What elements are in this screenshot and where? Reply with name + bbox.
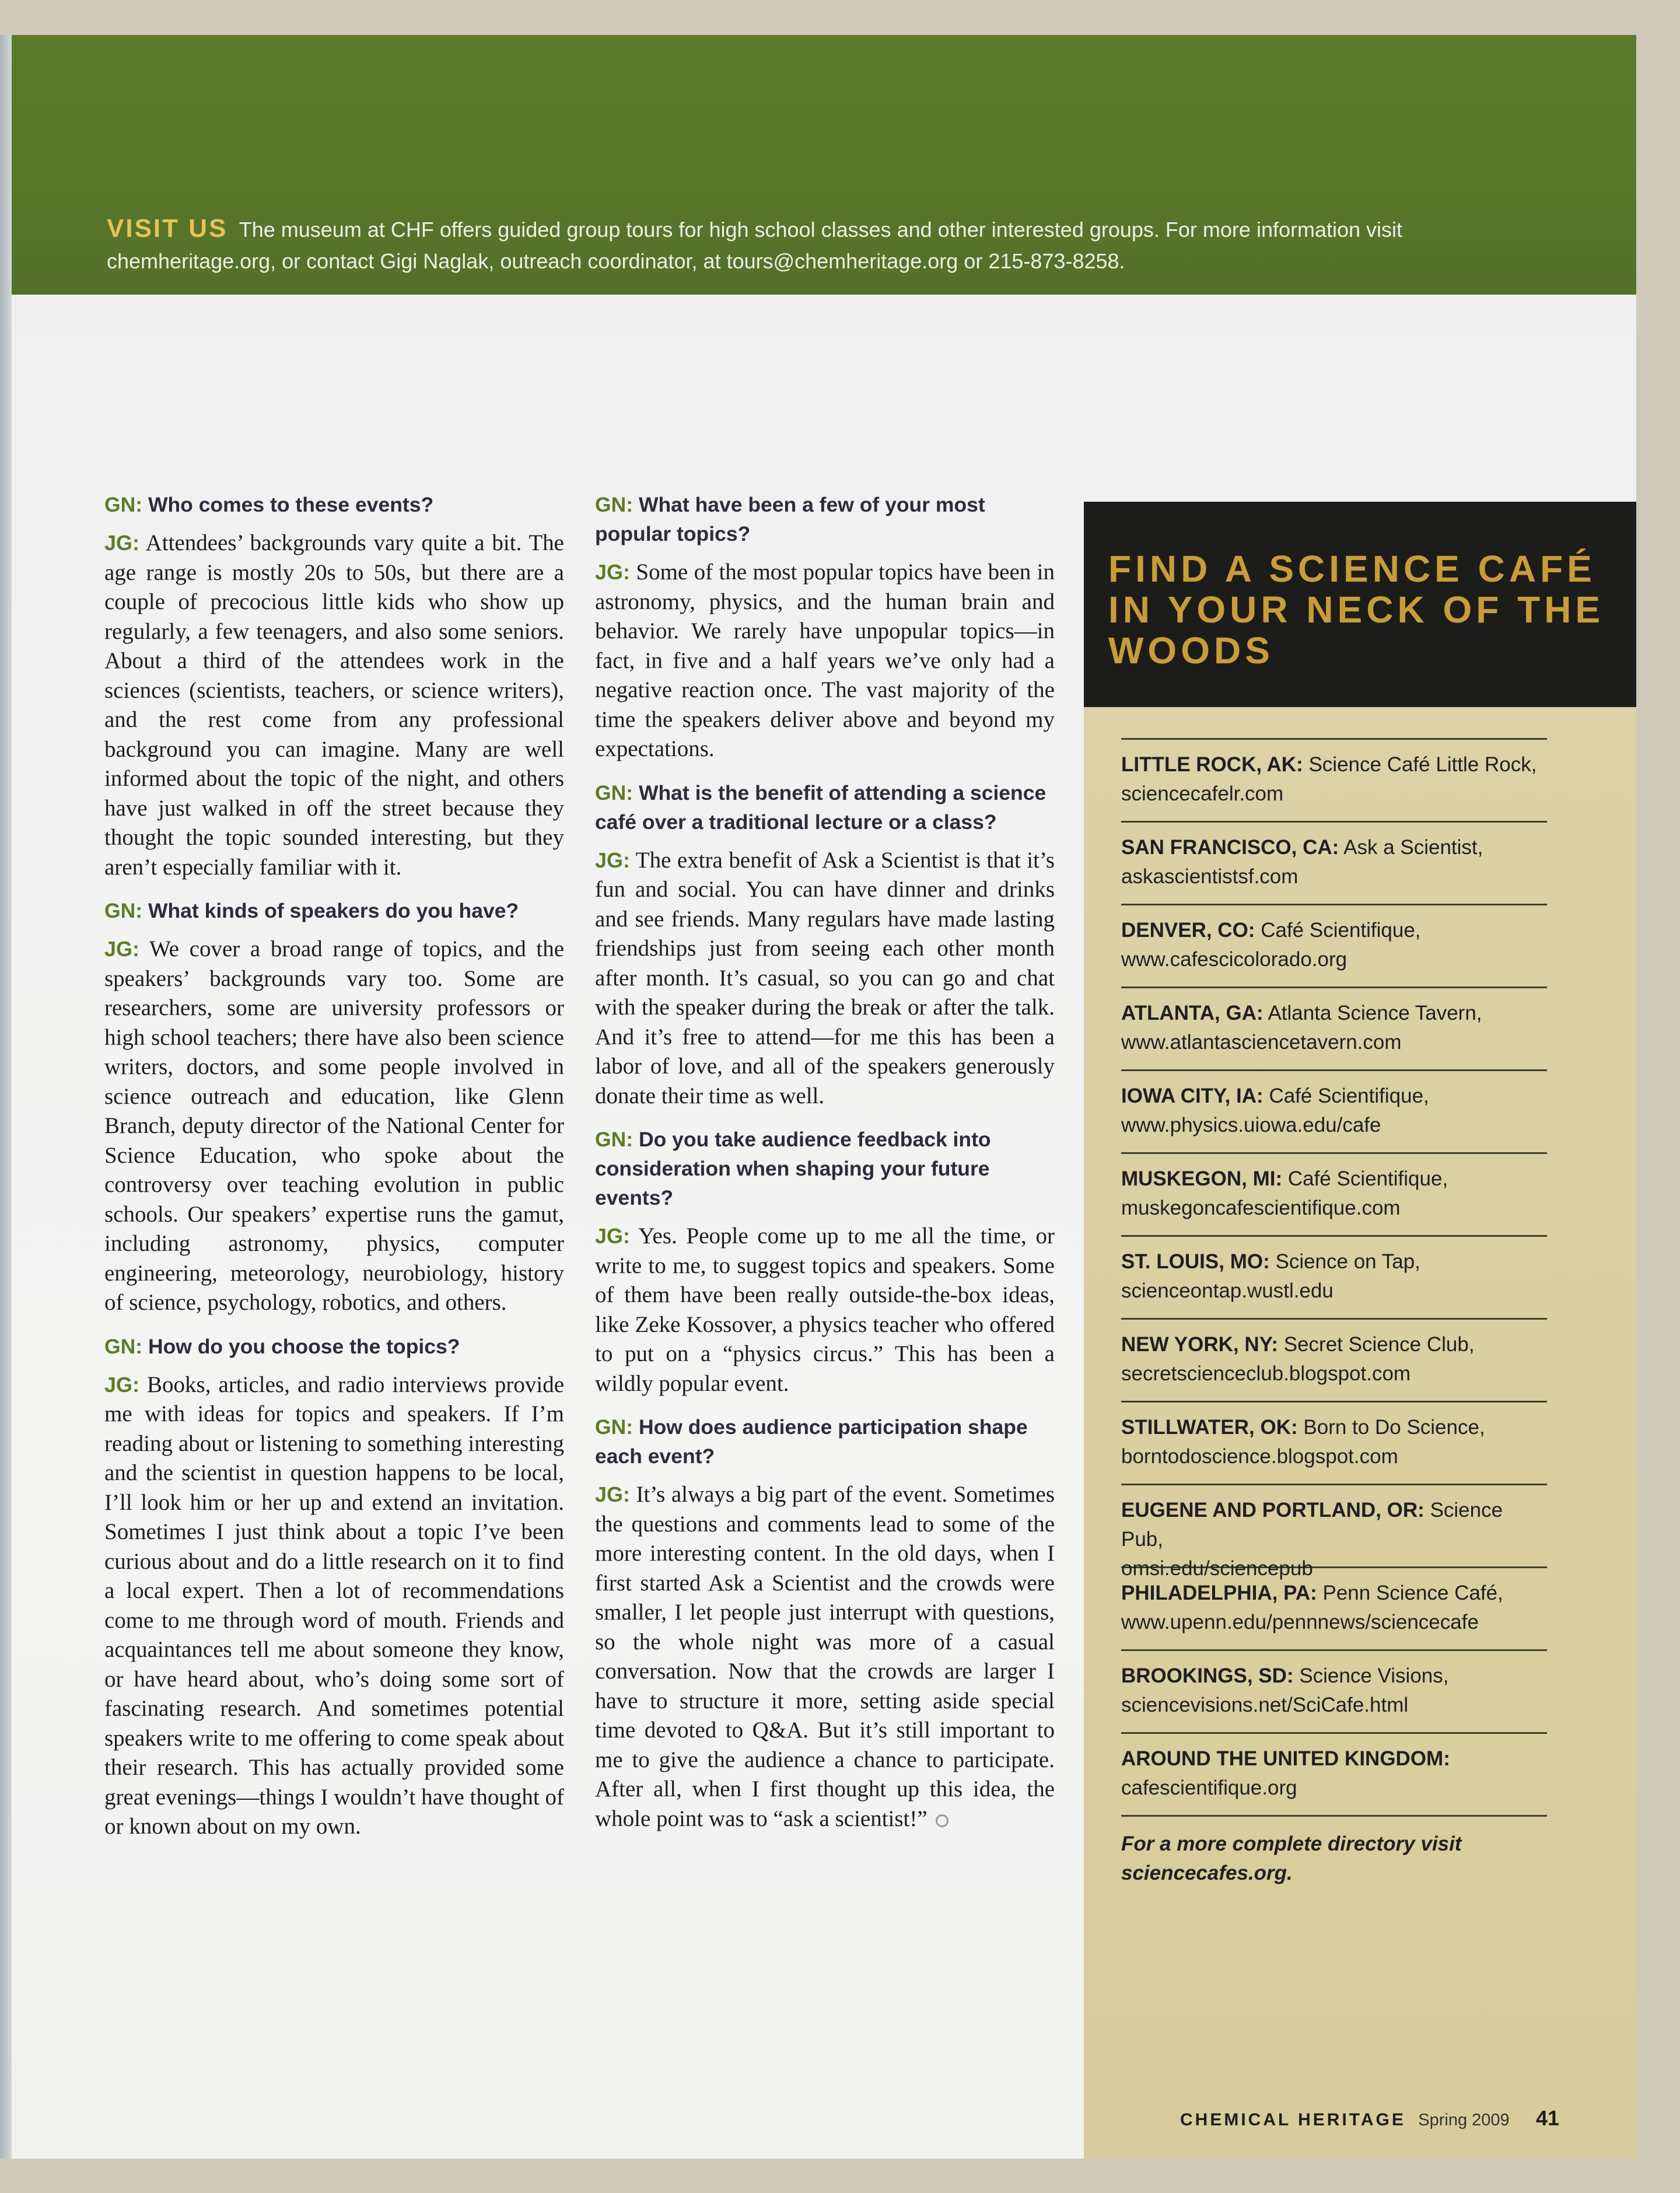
entry-name: Café Scientifique, — [1261, 919, 1421, 942]
interviewee-tag: JG: — [595, 848, 631, 872]
interviewer-tag: GN: — [595, 781, 634, 805]
interviewer-tag: GN: — [104, 1334, 143, 1358]
directory-note: For a more complete directory visit sciencecafes.org. — [1121, 1815, 1547, 1888]
list-item — [1121, 1152, 1547, 1235]
question — [104, 896, 564, 925]
entry-city: IOWA CITY, IA: — [1121, 1085, 1264, 1107]
interviewee-tag: JG: — [595, 1224, 631, 1248]
entry-city: ATLANTA, GA: — [1121, 1002, 1264, 1024]
entry-url: www.upenn.edu/pennnews/sciencecafe — [1121, 1611, 1479, 1634]
interviewee-tag: JG: — [104, 937, 140, 961]
answer-text: Books, articles, and radio interviews provide me with ideas for topics and speakers. If I’m reading about or listening to something interesting and the scientist in question happens to be local, I’ll look him or her up and extend an invitation. Sometimes I just think about a topic I’ve been curious about and do a little research on it to find a local expert. Then a lot of recommendations come to me through word of mouth. Friends and acquaintances tell me about someone they know, or have heard about, who’s doing some sort of fascinating research. And sometimes potential speakers write to me offering to come speak about their research. This has actually provided some great evenings—things I wouldn’t have thought of or known about on my own. — [104, 1372, 564, 1839]
list-item — [1121, 738, 1547, 821]
answer-text: The extra benefit of Ask a Scientist is that it’s fun and social. You can have dinner and drinks and see friends. Many regulars have made lasting friendships just from seeing each other month after month. It’s casual, so you can go and chat with the speaker during the break or after the talk. And it’s free to attend—for me this has been a labor of love, and all of the speakers generously donate their time as well. — [595, 847, 1055, 1108]
list-item — [1121, 904, 1547, 987]
publication-name: CHEMICAL HERITAGE — [1180, 2110, 1406, 2129]
visit-us-banner — [12, 35, 1636, 295]
page-footer — [1180, 2106, 1559, 2131]
entry-url: secretscienceclub.blogspot.com — [1121, 1362, 1411, 1385]
question — [104, 1332, 564, 1361]
answer — [595, 846, 1055, 1111]
entry-name: Atlanta Science Tavern, — [1268, 1002, 1482, 1024]
page-number: 41 — [1536, 2106, 1560, 2130]
entry-url: www.cafescicolorado.org — [1121, 948, 1348, 971]
interviewee-tag: JG: — [595, 1482, 631, 1506]
question-text: How do you choose the topics? — [148, 1334, 460, 1358]
entry-city: ST. LOUIS, MO: — [1121, 1250, 1270, 1273]
list-item — [1121, 1732, 1547, 1815]
interviewee-tag: JG: — [104, 1372, 140, 1397]
entry-city: EUGENE AND PORTLAND, OR: — [1121, 1499, 1424, 1522]
question — [595, 1125, 1055, 1212]
science-cafe-sidebar — [1084, 502, 1636, 2159]
entry-url: scienceontap.wustl.edu — [1121, 1279, 1334, 1302]
answer — [595, 1480, 1055, 1834]
visit-us-text — [107, 213, 1553, 277]
answer — [595, 1222, 1055, 1398]
entry-name: Science Visions, — [1299, 1664, 1449, 1687]
entry-city: DENVER, CO: — [1121, 919, 1255, 942]
list-item — [1121, 1566, 1547, 1649]
entry-city: SAN FRANCISCO, CA: — [1121, 836, 1339, 859]
list-item — [1121, 1484, 1547, 1580]
entry-name: Born to Do Science, — [1303, 1416, 1485, 1439]
interviewer-tag: GN: — [595, 1415, 634, 1439]
entry-url: borntodoscience.blogspot.com — [1121, 1445, 1398, 1468]
list-item — [1121, 1649, 1547, 1732]
question-text: Who comes to these events? — [148, 493, 434, 516]
entry-city: STILLWATER, OK: — [1121, 1416, 1298, 1439]
interviewer-tag: GN: — [595, 1128, 634, 1151]
list-item — [1121, 1318, 1547, 1401]
answer — [104, 529, 564, 882]
end-of-article-icon — [936, 1814, 949, 1827]
magazine-page — [12, 35, 1636, 2159]
entry-city: BROOKINGS, SD: — [1121, 1664, 1294, 1687]
entry-name: Café Scientifique, — [1269, 1085, 1429, 1107]
entry-city: NEW YORK, NY: — [1121, 1333, 1278, 1356]
answer-text: Attendees’ backgrounds vary quite a bit. The age range is mostly 20s to 50s, but there are a couple of precocious little kids who show up regularly, a few teenagers, and also some seniors. About a third of the attendees work in the sciences (scientists, teachers, or science writers), and the rest come from any professional background you can imagine. Many are well informed about the topic of the night, and others have just walked in off the street because they thought the topic sounded interesting, but they aren’t especially familiar with it. — [104, 530, 564, 880]
entry-name: Science on Tap, — [1275, 1250, 1420, 1273]
answer-text: Some of the most popular topics have been in astronomy, physics, and the human brain and behavior. We rarely have unpopular topics—in fact, in five and a half years we’ve only had a negative reaction once. The vast majority of the time the speakers deliver above and beyond my expectations. — [595, 559, 1055, 761]
interviewer-tag: GN: — [104, 493, 143, 516]
entry-name: Café Scientifique, — [1287, 1167, 1448, 1190]
visit-us-label: VISIT US — [107, 214, 228, 243]
question — [595, 1412, 1055, 1471]
visit-us-body: The museum at CHF offers guided group tours for high school classes and other interested groups. For more information visit chemheritage.org, or contact Gigi Naglak, outreach coordinator, at tours@chemheritage.org or 215-873-8258. — [107, 218, 1403, 273]
answer — [595, 558, 1055, 764]
answer — [104, 1370, 564, 1842]
question-text: What have been a few of your most popular topics? — [595, 493, 985, 545]
entry-city: PHILADELPHIA, PA: — [1121, 1582, 1317, 1604]
question — [595, 778, 1055, 837]
entry-url: www.physics.uiowa.edu/cafe — [1121, 1114, 1381, 1136]
issue-date: Spring 2009 — [1418, 2111, 1510, 2129]
list-item — [1121, 1069, 1547, 1152]
list-item — [1121, 1401, 1547, 1484]
list-item — [1121, 821, 1547, 904]
interviewee-tag: JG: — [104, 531, 140, 555]
list-item — [1121, 987, 1547, 1069]
interview-column-1 — [104, 490, 564, 1856]
interviewer-tag: GN: — [104, 899, 143, 922]
question-text: Do you take audience feedback into consideration when shaping your future events? — [595, 1128, 991, 1209]
entry-url: askascientistsf.com — [1121, 865, 1298, 888]
interview-column-2 — [595, 490, 1055, 1848]
cafe-list — [1121, 738, 1547, 1888]
question — [595, 490, 1055, 548]
answer-text: Yes. People come up to me all the time, or write to me, to suggest topics and speakers. Some of them have been really outside-the-box ideas, like Zeke Kossover, a physics teacher who offered to put on a “physics circus.” This has been a wildly popular event. — [595, 1223, 1055, 1396]
interviewee-tag: JG: — [595, 560, 631, 584]
interviewer-tag: GN: — [595, 493, 634, 516]
answer — [104, 935, 564, 1318]
list-item — [1121, 1235, 1547, 1318]
entry-name: Penn Science Café, — [1322, 1582, 1503, 1604]
question-text: How does audience participation shape each event? — [595, 1415, 1028, 1468]
entry-name: Science Pub, — [1121, 1499, 1503, 1551]
question-text: What kinds of speakers do you have? — [148, 899, 519, 922]
entry-url: omsi.edu/sciencepub — [1121, 1557, 1313, 1580]
answer-text: It’s always a big part of the event. Sometimes the questions and comments lead to some of the more interesting content. In the old days, when I first started Ask a Scientist and the crowds were smaller, I let people just interrupt with questions, so the whole night was more of a casual conversation. Now that the crowds are larger I have to structure it more, setting aside special time devoted to Q&A. But it’s still important to me to give the audience a chance to participate. After all, when I first thought up this idea, the whole point was to “ask a scientist!” — [595, 1482, 1055, 1831]
entry-name: Secret Science Club, — [1283, 1333, 1475, 1356]
question — [104, 490, 564, 519]
entry-name: Ask a Scientist, — [1343, 836, 1483, 859]
entry-url: muskegoncafescientifique.com — [1121, 1197, 1401, 1219]
sidebar-title: FIND A SCIENCE CAFÉ IN YOUR NECK OF THE WOODS — [1108, 548, 1605, 671]
entry-url: sciencevisions.net/SciCafe.html — [1121, 1694, 1409, 1716]
entry-city: AROUND THE UNITED KINGDOM: — [1121, 1747, 1450, 1770]
entry-url: www.atlantasciencetavern.com — [1121, 1031, 1402, 1054]
entry-url: sciencecafelr.com — [1121, 782, 1284, 805]
question-text: What is the benefit of attending a science café over a traditional lecture or a class? — [595, 781, 1046, 834]
entry-name: Science Café Little Rock, — [1308, 753, 1537, 776]
answer-text: We cover a broad range of topics, and the speakers’ backgrounds vary too. Some are researchers, some are university professors or high school teachers; there have also been science writers, doctors, and some people involved in science outreach and education, like Glenn Branch, deputy director of the National Center for Science Education, who spoke about the controversy over teaching evolution in public schools. Our speakers’ expertise runs the gamut, including astronomy, physics, computer engineering, meteorology, neurobiology, history of science, psychology, robotics, and others. — [104, 936, 565, 1315]
entry-url: cafescientifique.org — [1121, 1776, 1297, 1799]
entry-city: LITTLE ROCK, AK: — [1121, 753, 1303, 776]
entry-city: MUSKEGON, MI: — [1121, 1167, 1283, 1190]
sidebar-header — [1084, 502, 1636, 707]
